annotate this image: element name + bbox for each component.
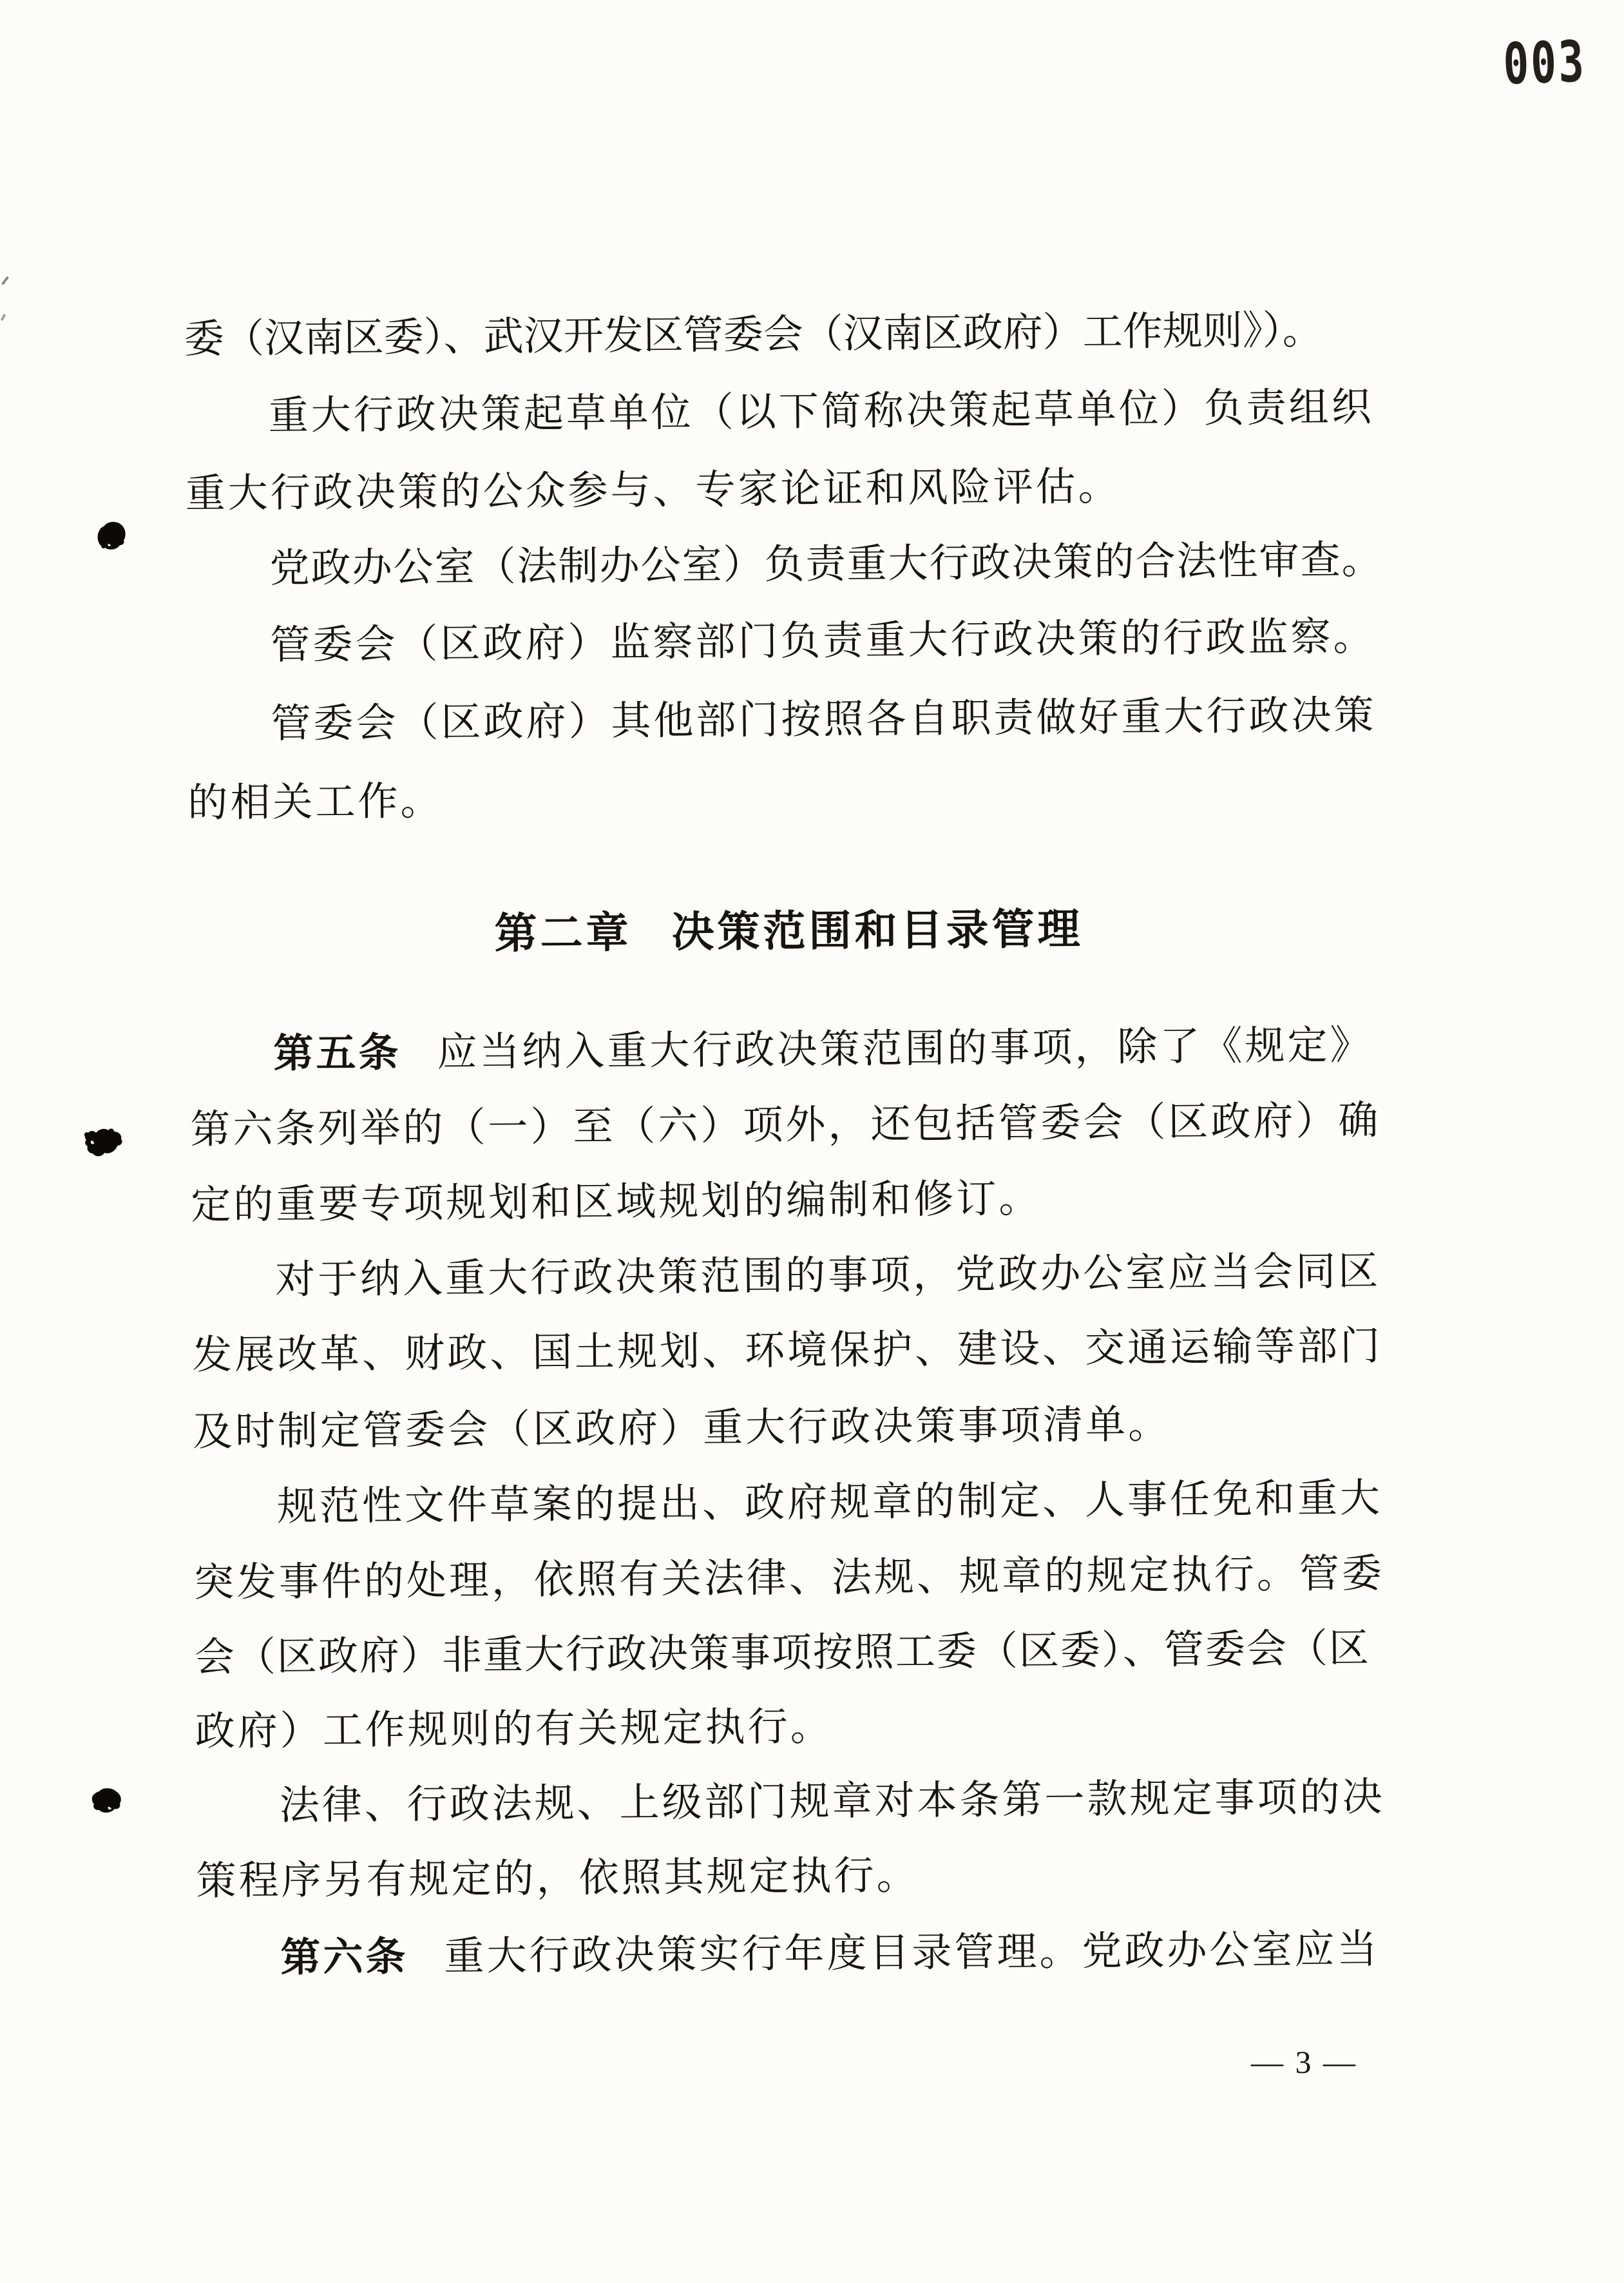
body-line: 策程序另有规定的，依照其规定执行。 xyxy=(196,1854,919,1904)
article-6-line xyxy=(280,1929,1379,1979)
body-line: 法律、行政法规、上级部门规章对本条第一款规定事项的决 xyxy=(279,1775,1385,1828)
body-line: 规范性文件草案的提出、政府规章的制定、人事任免和重大 xyxy=(276,1476,1383,1529)
chapter-title: 决策范围和目录管理 xyxy=(671,906,1084,957)
article-5-label: 第五条 xyxy=(273,1031,401,1077)
body-line: 管委会（区政府）其他部门按照各自职责做好重大行政决策 xyxy=(271,693,1377,747)
body-line: 第六条列举的（一）至（六）项外，还包括管委会（区政府）确 xyxy=(190,1099,1381,1153)
body-line: 重大行政决策的公众参与、专家论证和风险评估。 xyxy=(185,465,1121,517)
body-line: 突发事件的处理，依照有关法律、法规、规章的规定执行。管委 xyxy=(193,1552,1385,1606)
body-line: 对于纳入重大行政决策范围的事项，党政办公室应当会同区 xyxy=(274,1249,1381,1303)
chapter-number: 第二章 xyxy=(494,909,632,958)
body-line: 政府）工作规则的有关规定执行。 xyxy=(195,1705,834,1755)
chapter-heading xyxy=(0,903,1601,961)
page-stamp: 003 xyxy=(1502,28,1587,97)
body-line: 会（区政府）非重大行政决策事项按照工委（区委）、管委会（区 xyxy=(194,1626,1371,1681)
body-line: 的相关工作。 xyxy=(187,779,443,826)
body-line: 发展改革、财政、国土规划、环境保护、建设、交通运输等部门 xyxy=(191,1324,1383,1378)
body-line: 定的重要专项规划和区域规划的编制和修订。 xyxy=(191,1177,1042,1228)
body-line: 管委会（区政府）监察部门负责重大行政决策的行政监察。 xyxy=(270,615,1376,668)
body-line: 委（汉南区委）、武汉开发区管委会（汉南区政府）工作规则》）。 xyxy=(184,309,1323,362)
article-5-text: 应当纳入重大行政决策范围的事项，除了《规定》 xyxy=(437,1023,1373,1075)
article-6-label: 第六条 xyxy=(280,1935,408,1980)
body-line: 重大行政决策起草单位（以下简称决策起草单位）负责组织 xyxy=(268,385,1374,439)
body-line: 及时制定管委会（区政府）重大行政决策事项清单。 xyxy=(192,1403,1171,1455)
page-number: — 3 — xyxy=(1251,2044,1357,2080)
body-line: 党政办公室（法制办公室）负责重大行政决策的合法性审查。 xyxy=(269,538,1383,592)
article-5-line xyxy=(273,1025,1372,1075)
article-6-text: 重大行政决策实行年度目录管理。党政办公室应当 xyxy=(444,1927,1380,1979)
